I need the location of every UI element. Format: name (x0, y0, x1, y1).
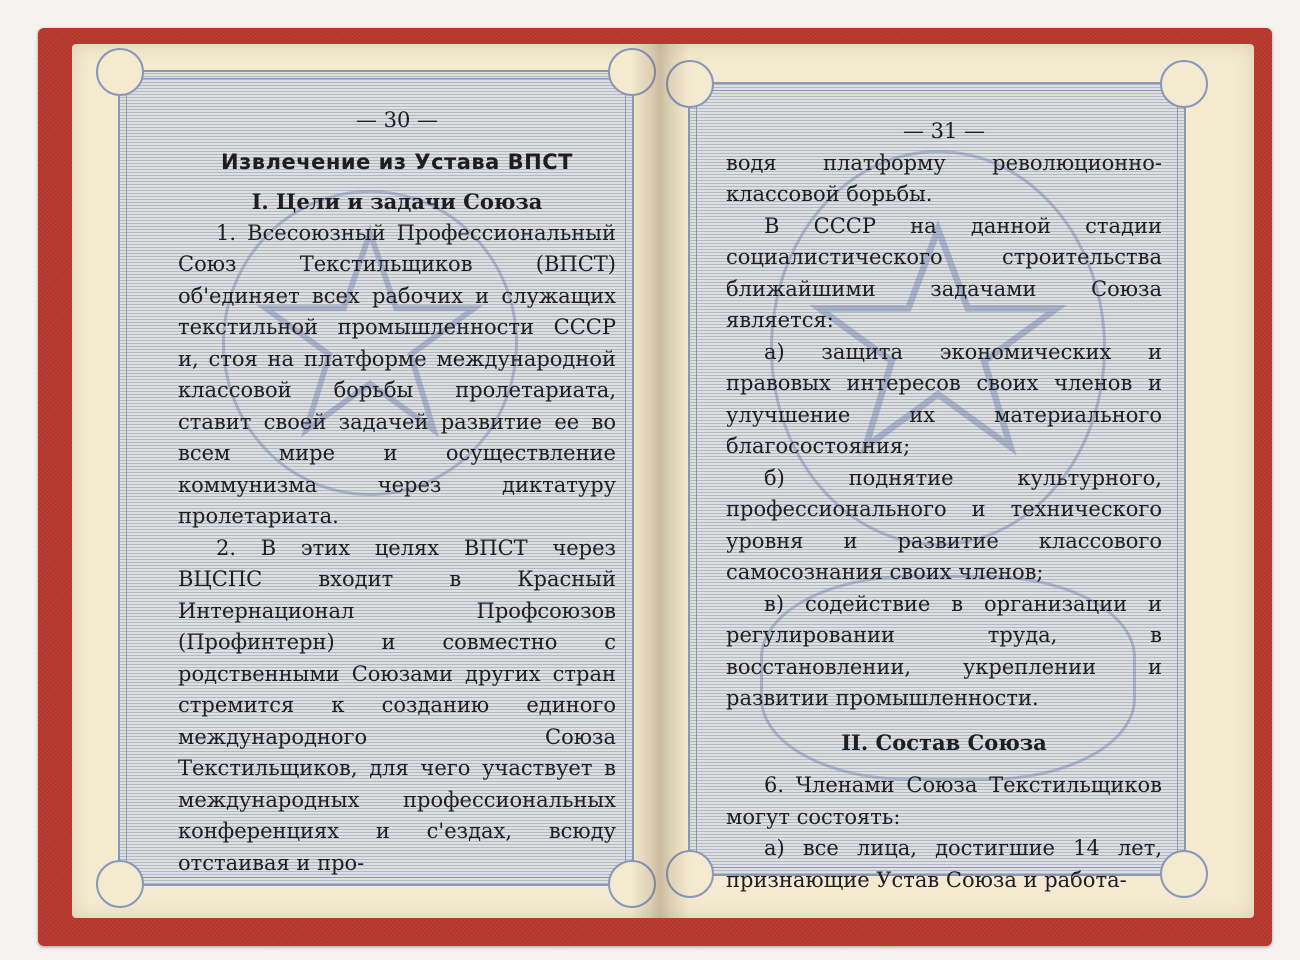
page-number: — 30 — (355, 108, 439, 132)
body-paragraph: 6. Членами Союза Текстильщиков могут состоять: (726, 773, 1162, 829)
body-paragraph: 1. Всесоюзный Профессиональный Союз Текстильщиков (ВПСТ) об'единяет всех рабочих и служащих текстильной промышленности СССР и, стоя на платформе международной классовой борьбы пролетариата, ставит своей задачей развитие ее во всем мире и осуществление коммунизма через диктатуру пролетариата. (178, 220, 616, 528)
frame-corner-ornament (1160, 60, 1208, 108)
section-title: II. Состав Союза (841, 729, 1047, 755)
list-item: в) содействие в организации и регулировании труда, в восстановлении, укреплении и развитии промышленности. (726, 591, 1162, 710)
frame-corner-ornament (1160, 850, 1208, 898)
frame-corner-ornament (96, 860, 144, 908)
right-page-text (726, 116, 1162, 896)
body-paragraph: 2. В этих целях ВПСТ через ВЦСПС входит в Красный Интернационал Профсоюзов (Профинтерн) и совместно с родственными Союзами других стран стремится к созданию единого международного Союза Текстильщиков, для чего участвует в международных профессиональных конференциях и с'ездах, всюду отстаивая и про- (178, 535, 616, 875)
continued-text: водя платформу революционно-классовой борьбы. (726, 150, 1162, 206)
list-item: а) защита экономических и правовых интересов своих членов и улучшение их материального благосостояния; (726, 339, 1162, 458)
frame-corner-ornament (666, 850, 714, 898)
frame-corner-ornament (666, 60, 714, 108)
frame-corner-ornament (96, 48, 144, 96)
list-item: б) поднятие культурного, профессионального и технического уровня и развитие классового самосознания своих членов; (726, 465, 1162, 584)
left-page-text (178, 105, 616, 879)
frame-corner-ornament (608, 48, 656, 96)
page-number: — 31 — (902, 119, 986, 143)
section-title: I. Цели и задачи Союза (251, 189, 543, 214)
page-heading: Извлечение из Устава ВПСТ (221, 149, 573, 174)
body-paragraph: а) все лица, достигшие 14 лет, признающие Устав Союза и работа- (726, 836, 1162, 892)
body-paragraph: В СССР на данной стадии социалистического строительства ближайшими задачами Союза является: (726, 213, 1162, 332)
